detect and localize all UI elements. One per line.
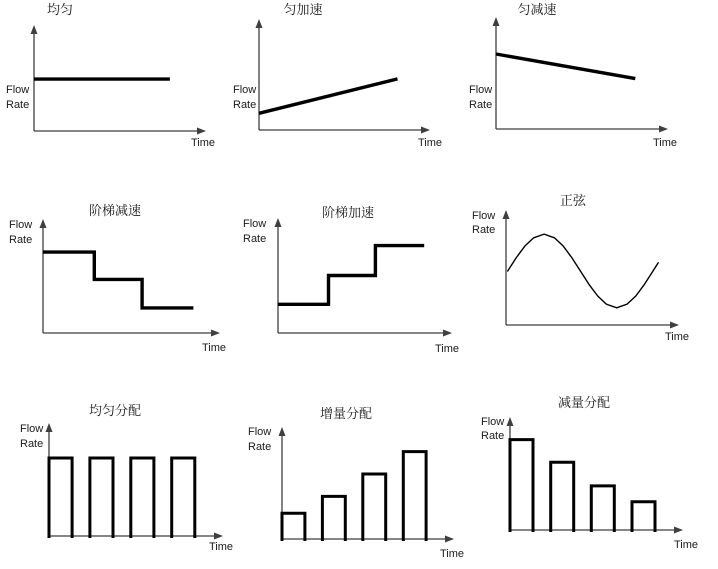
x-axis-arrow-icon xyxy=(674,527,683,534)
y-axis-arrow-icon xyxy=(275,218,282,227)
time-label: Time xyxy=(439,548,465,560)
flow-rate-label-line1: Flow xyxy=(9,219,33,231)
chart-sine xyxy=(460,190,718,362)
x-axis-arrow-icon xyxy=(445,536,454,543)
chart-svg xyxy=(0,0,228,162)
flow-rate-label-line2: Rate xyxy=(481,430,505,442)
chart-title: 匀减速 xyxy=(517,2,557,17)
time-label: Time xyxy=(190,137,216,149)
chart-svg xyxy=(460,388,702,566)
flow-rate-label-line2: Rate xyxy=(243,233,267,245)
chart-svg xyxy=(230,398,470,568)
x-axis-arrow-icon xyxy=(197,128,206,135)
x-axis-arrow-icon xyxy=(421,127,430,134)
x-axis-arrow-icon xyxy=(211,330,220,337)
data-series xyxy=(43,252,193,308)
flow-rate-label-line2: Rate xyxy=(469,99,493,111)
flow-rate-label-line1: Flow xyxy=(233,84,257,96)
flow-rate-label-line2: Rate xyxy=(6,99,30,111)
time-label: Time xyxy=(673,539,699,551)
chart-svg xyxy=(460,0,718,162)
time-label: Time xyxy=(664,331,690,343)
chart-svg xyxy=(0,396,240,568)
y-axis-arrow-icon xyxy=(493,17,500,26)
y-axis-arrow-icon xyxy=(256,19,263,28)
flow-rate-label-line1: Flow xyxy=(472,210,496,222)
chart-uniform xyxy=(0,0,228,162)
bar xyxy=(90,458,113,538)
y-axis-arrow-icon xyxy=(46,423,53,432)
chart-svg xyxy=(230,194,460,366)
y-axis-arrow-icon xyxy=(40,219,47,228)
bar xyxy=(510,440,533,532)
flow-rate-label-line2: Rate xyxy=(472,224,496,236)
time-label: Time xyxy=(417,137,443,149)
chart-title: 阶梯加速 xyxy=(321,205,375,220)
y-axis-arrow-icon xyxy=(31,25,38,34)
chart-title: 均匀分配 xyxy=(88,403,142,418)
bar xyxy=(282,513,305,541)
x-axis-arrow-icon xyxy=(214,533,223,540)
y-axis-arrow-icon xyxy=(507,417,514,426)
time-label: Time xyxy=(208,541,234,553)
flow-rate-label-line2: Rate xyxy=(248,441,272,453)
bar xyxy=(403,452,426,541)
data-series xyxy=(259,79,398,113)
data-series xyxy=(496,54,635,79)
chart-decremental-distribution xyxy=(460,388,702,566)
bar xyxy=(322,496,345,541)
flow-rate-label-line2: Rate xyxy=(233,99,257,111)
chart-title: 减量分配 xyxy=(557,395,611,410)
chart-incremental-distribution xyxy=(230,398,470,568)
flow-rate-label-line2: Rate xyxy=(20,438,44,450)
chart-svg xyxy=(460,190,718,362)
x-axis-arrow-icon xyxy=(659,126,668,133)
chart-title: 增量分配 xyxy=(319,406,373,421)
x-axis-arrow-icon xyxy=(670,322,679,329)
data-series xyxy=(278,246,424,305)
chart-title: 阶梯减速 xyxy=(88,203,142,218)
chart-title: 匀加速 xyxy=(283,2,323,17)
bar xyxy=(551,462,574,532)
y-axis-arrow-icon xyxy=(503,210,510,219)
chart-step-acceleration xyxy=(230,194,460,366)
bar xyxy=(172,458,195,538)
bar xyxy=(363,474,386,541)
time-label: Time xyxy=(652,137,678,149)
flow-rate-label-line1: Flow xyxy=(469,84,493,96)
flow-rate-label-line1: Flow xyxy=(481,416,505,428)
y-axis-arrow-icon xyxy=(279,427,286,436)
flow-rate-label-line2: Rate xyxy=(9,234,33,246)
bar xyxy=(131,458,154,538)
data-series xyxy=(508,234,659,308)
flow-rate-label-line1: Flow xyxy=(243,218,267,230)
chart-svg xyxy=(230,0,458,162)
chart-uniform-deceleration xyxy=(460,0,718,162)
x-axis-arrow-icon xyxy=(443,330,452,337)
time-label: Time xyxy=(434,343,460,355)
bar xyxy=(591,486,614,532)
chart-step-deceleration xyxy=(0,194,230,366)
chart-svg xyxy=(0,194,230,366)
chart-uniform-distribution xyxy=(0,396,240,568)
bar xyxy=(632,502,655,532)
time-label: Time xyxy=(201,342,227,354)
flow-rate-label-line1: Flow xyxy=(6,84,30,96)
flow-rate-label-line1: Flow xyxy=(20,423,44,435)
chart-uniform-acceleration xyxy=(230,0,458,162)
chart-title: 正弦 xyxy=(559,193,587,208)
chart-title: 均匀 xyxy=(46,2,74,17)
bar xyxy=(49,458,72,538)
flow-rate-label-line1: Flow xyxy=(248,426,272,438)
